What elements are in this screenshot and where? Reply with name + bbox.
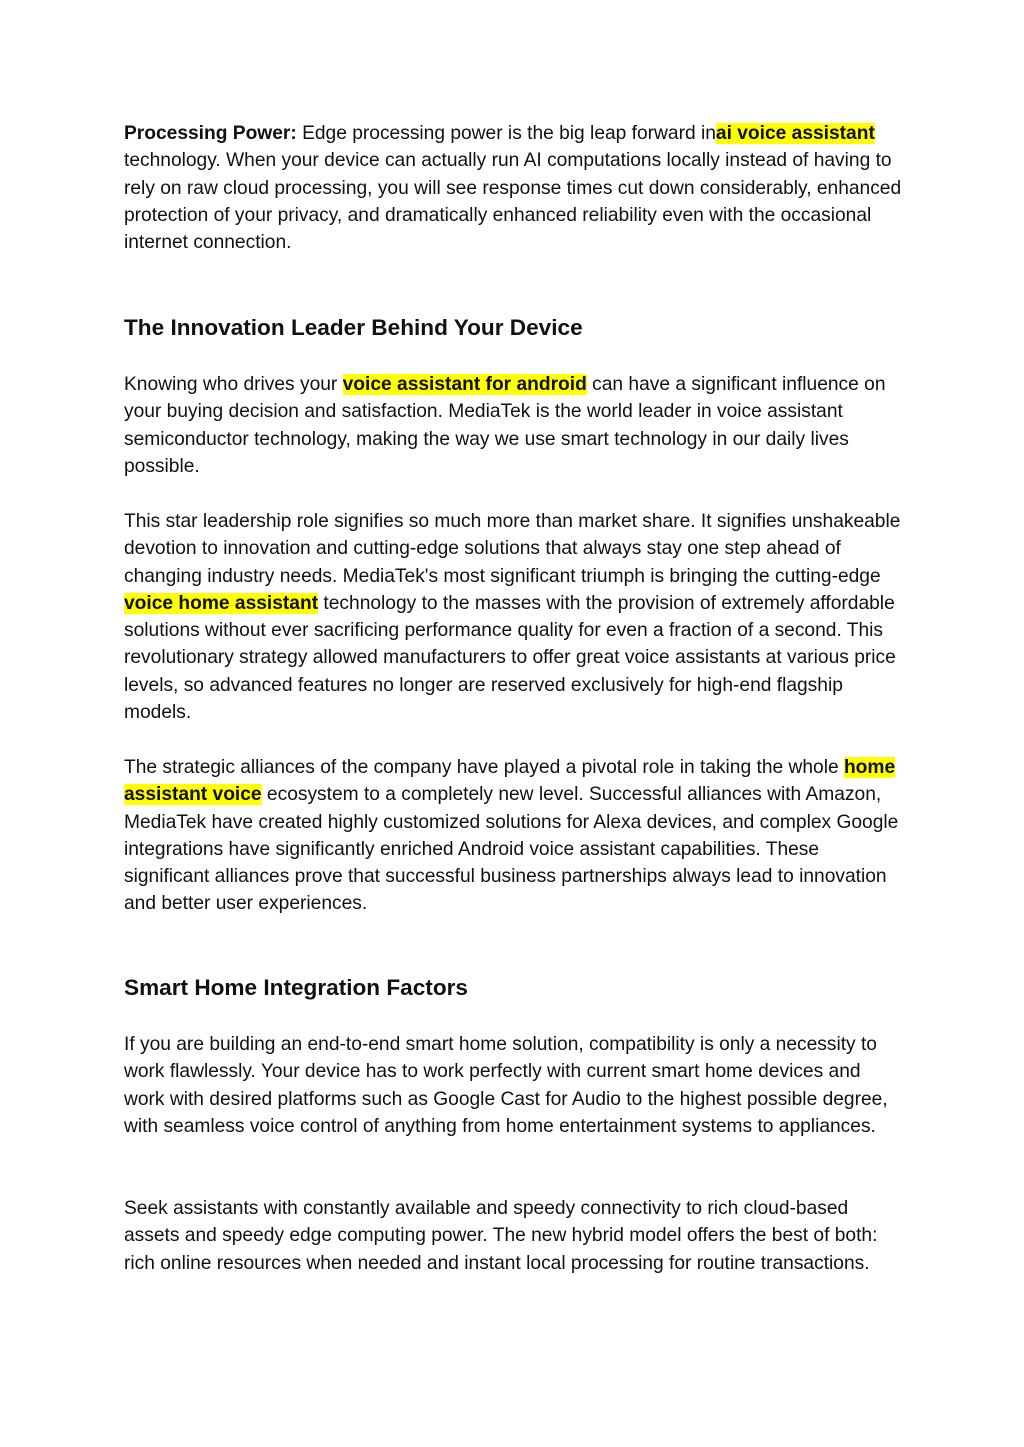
star-text-b: technology to the masses with the provision of extremely affordable solutions without ever sacrificing performance quality for even a fraction of a second. This revolutionary strategy allowed manufacturers to offer great voice assistants at various price levels, so advanced features no longer are reserved exclusively for high-end flagship models. [124,592,896,724]
heading-smart-home-integration: Smart Home Integration Factors [124,975,468,1000]
heading-innovation-leader: The Innovation Leader Behind Your Device [124,315,583,340]
processing-power-label: Processing Power: [124,123,297,144]
processing-text-a: Edge processing power is the big leap forward in [296,123,716,144]
knowing-text-a: Knowing who drives your [124,374,343,395]
star-text-a: This star leadership role signifies so much more than market share. It signifies unshakeable devotion to innovation and cutting-edge solutions that always stay one step ahead of changing industry needs. MediaTek's most significant triumph is bringing the cutting-edge [124,511,901,587]
alliances-text-b: ecosystem to a completely new level. Successful alliances with Amazon, MediaTek have created highly customized solutions for Alexa devices, and complex Google integrations have significantly enriched Android voice assistant capabilities. These significant alliances prove that successful business partnerships always lead to innovation and better user experiences. [124,784,899,915]
paragraph-processing-power [124,120,904,256]
knowing-text-b: can have a significant influence on your buying decision and satisfaction. MediaTek is the world leader in voice assistant semiconductor technology, making the way we use smart technology in our daily lives possible. [124,374,886,477]
alliances-text-a: The strategic alliances of the company have played a pivotal role in taking the whole [124,757,844,778]
paragraph-seek-assistants: Seek assistants with constantly available and speedy connectivity to rich cloud-based assets and speedy edge computing power. The new hybrid model offers the best of both: rich online resources when needed and instant local processing for routine transactions. [124,1198,878,1274]
highlight-voice-home-assistant: voice home assistant [124,592,319,614]
highlight-ai-voice-assistant: ai voice assistant [715,123,875,144]
paragraph-building-solution: If you are building an end-to-end smart home solution, compatibility is only a necessity to work flawlessly. Your device has to work perfectly with current smart home devices and work with desired platforms such as Google Cast for Audio to the highest possible degree, with seamless voice control of anything from home entertainment systems to appliances. [124,1034,888,1137]
paragraph-strategic-alliances [124,754,904,918]
highlight-home-assistant-voice: home assistant voice [124,757,896,806]
highlight-voice-assistant-for-android: voice assistant for android [342,374,587,395]
processing-text-b: technology. When your device can actually run AI computations locally instead of having to rely on raw cloud processing, you will see response times cut down considerably, enhanced protection of your privacy, and dramatically enhanced reliability even with the occasional internet connection. [124,150,902,254]
paragraph-star-leadership [124,508,904,726]
paragraph-knowing [124,371,904,480]
